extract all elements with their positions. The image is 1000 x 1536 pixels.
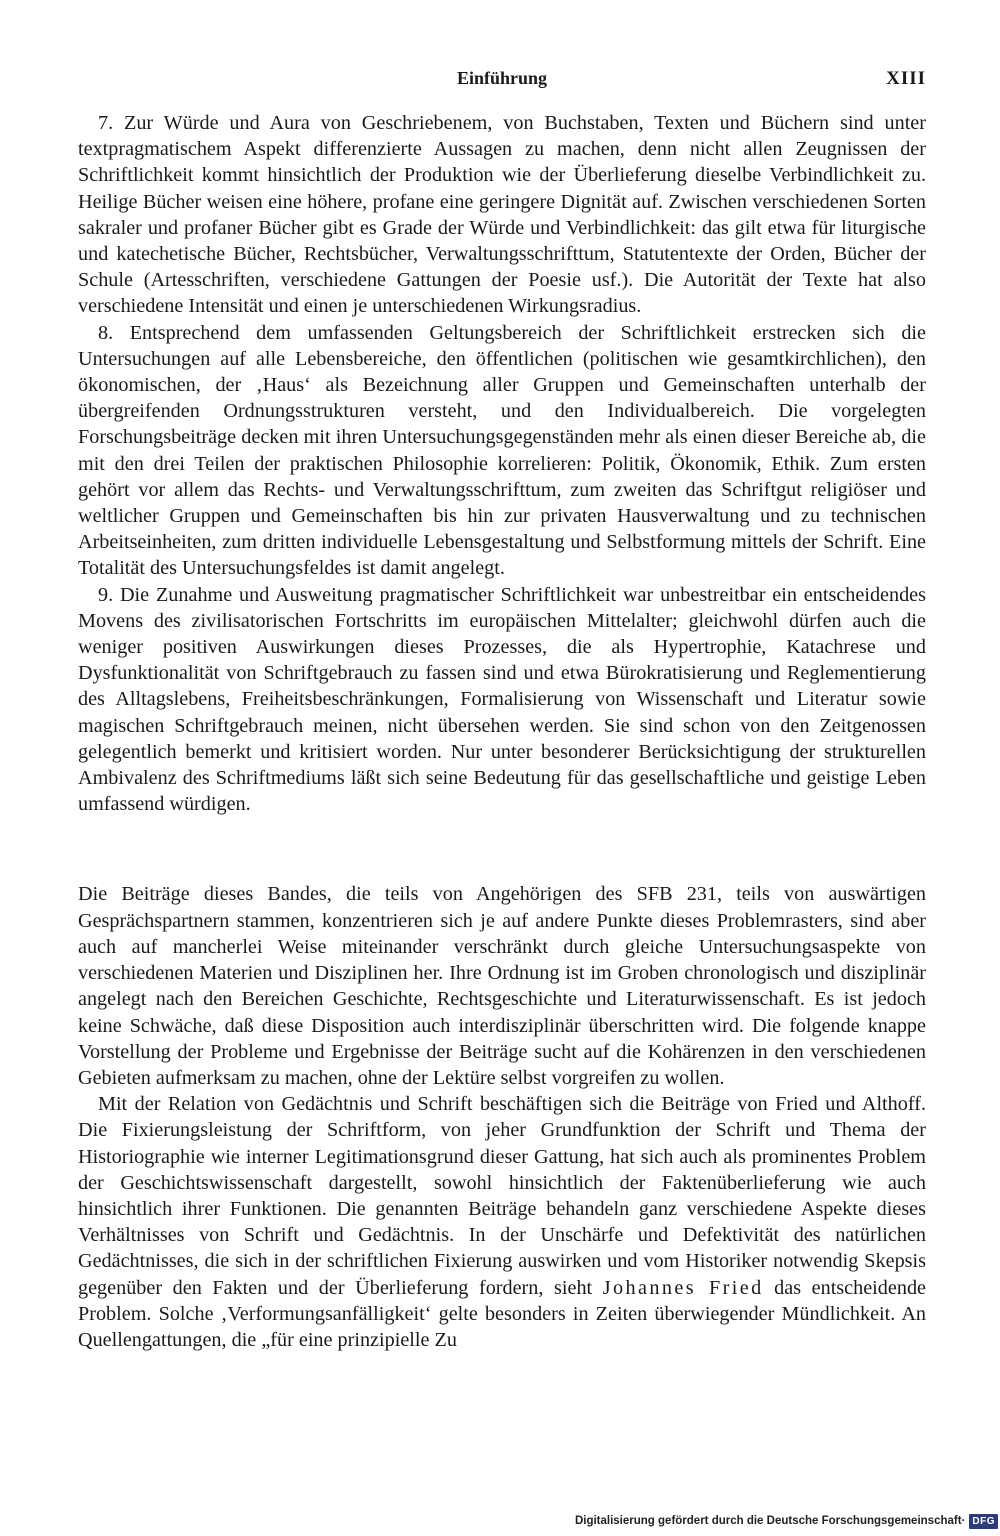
credit-text: Digitalisierung gefördert durch die Deutsche Forschungsgemeinschaft xyxy=(574,1515,962,1527)
author-name: Johannes Fried xyxy=(602,1276,764,1299)
digitization-credit xyxy=(575,1510,998,1532)
paragraph-text-start: Mit der Relation von Gedächtnis und Schrift beschäftigen sich die Beiträge von Fried und Althoff. Die Fixierungsleistung der Schriftform, von jeher Grundfunktion der Schrift und Thema der Historiographie wie interner Legitimationsgrund dieser Gattung, hat sich auch als prominentes Problem der Geschichtswissenschaft dargestellt, sowohl hinsichtlich der Faktenüberlieferung wie auch hinsichtlich ihrer Funktionen. Die genannten Beiträge behandeln ganz verschiedene Aspekte dieses Verhältnisses von Schrift und Gedächtnis. In der Unschärfe und Defektivität des natürlichen Gedächtnisses, die sich in der schriftlichen Fixierung auswirken und vom Historiker notwendig Skepsis gegenüber den Fakten und der Überlieferung fordern, sieht xyxy=(78,1093,926,1299)
paragraph-9: 9. Die Zunahme und Ausweitung pragmatischer Schriftlichkeit war unbestreitbar ein entscheidendes Movens des zivilisatorischen Fortschritts im europäischen Mittelalter; gleichwohl dürfen auch die weniger positiven Auswirkungen dieses Prozesses, die als Hypertrophie, Katachrese und Dysfunktionalität von Schriftgebrauch zu fassen sind und etwa Bürokratisierung und Reglementierung des Alltagslebens, Freiheitsbeschränkungen, Formalisierung von Wissenschaft und Literatur sowie magischen Schriftgebrauch meinen, nicht übersehen werden. Sie sind schon von den Zeitgenossen gelegentlich bemerkt und kritisiert worden. Nur unter besonderer Berücksichtigung der strukturellen Ambivalenz des Schriftmediums läßt sich seine Bedeutung für das gesellschaftliche und geistige Leben umfassend würdigen. xyxy=(78,583,926,816)
paragraph-text-end: das entscheidende Problem. Solche ‚Verformungsanfälligkeit‘ gelte besonders in Zeiten überwiegender Mündlichkeit. An Quellengattungen, die „für eine prinzipielle Zu xyxy=(78,1276,926,1351)
page-number: XIII xyxy=(886,68,926,89)
text-body xyxy=(78,110,926,1353)
paragraph-7: 7. Zur Würde und Aura von Geschriebenem, von Buchstaben, Texten und Büchern sind unter textpragmatischem Aspekt differenzierte Aussagen zu machen, denn nicht allen Zeugnissen der Schriftlichkeit kommt hinsichtlich der Produktion wie der Überlieferung dieselbe Verbindlichkeit zu. Heilige Bücher weisen eine höhere, profane eine geringere Dignität auf. Zwischen verschiedenen Sorten sakraler und profaner Bücher gibt es Grade der Würde und Verbindlichkeit: das gilt etwa für liturgische und katechetische Bücher, Rechtsbücher, Verwaltungsschrifttum, Statutentexte der Orden, Bücher der Schule (Artesschriften, verschiedene Gattungen der Poesie usf.). Die Autorität der Texte hat also verschiedene Intensität und einen je unterschiedenen Wirkungsradius. xyxy=(78,112,926,318)
running-title: Einführung xyxy=(456,68,548,88)
credit-separator: · xyxy=(961,1515,966,1527)
page-header xyxy=(78,68,926,92)
paragraph-memory-and-writing xyxy=(78,1091,926,1353)
section-gap xyxy=(78,817,926,881)
dfg-logo: DFG xyxy=(969,1514,998,1529)
paragraph-8: 8. Entsprechend dem umfassenden Geltungsbereich der Schriftlichkeit erstrecken sich die Untersuchungen auf alle Lebensbereiche, den öffentlichen (politischen wie gesamtkirchlichen), den ökonomischen, der ‚Haus‘ als Bezeichnung aller Gruppen und Gemeinschaften unterhalb der übergreifenden Ordnungsstrukturen versteht, und den Individualbereich. Die vorgelegten Forschungsbeiträge decken mit ihren Untersuchungsgegenständen mehr als einen dieser Bereiche ab, die mit den drei Teilen der praktischen Philosophie korrelieren: Politik, Ökonomik, Ethik. Zum ersten gehört vor allem das Rechts- und Verwaltungsschrifttum, zum zweiten das Schriftgut religiöser und weltlicher Gruppen und Gemeinschaften bis hin zur privaten Hausverwaltung und zu technischen Arbeitseinheiten, zum dritten individuelle Lebensgestaltung und Selbstformung mittels der Schrift. Eine Totalität des Untersuchungsfeldes ist damit angelegt. xyxy=(78,321,926,580)
paragraph-contributions: Die Beiträge dieses Bandes, die teils von Angehörigen des SFB 231, teils von auswärtigen Gesprächspartnern stammen, konzentrieren sich je auf andere Punkte dieses Problemrasters, sind aber auch auf mancherlei Weise miteinander verschränkt durch gleiche Untersuchungsaspekte von verschiedenen Materien und Disziplinen her. Ihre Ordnung ist im Groben chronologisch und disziplinär angelegt nach den Bereichen Geschichte, Rechtsgeschichte und Literaturwissenschaft. Es ist jedoch keine Schwäche, daß diese Disposition auch interdisziplinär überschritten wird. Die folgende knappe Vorstellung der Probleme und Ergebnisse der Beiträge sucht auf die Kohärenzen in den verschiedenen Gebieten aufmerksam zu machen, ohne der Lektüre selbst vorgreifen zu wollen. xyxy=(78,883,926,1089)
